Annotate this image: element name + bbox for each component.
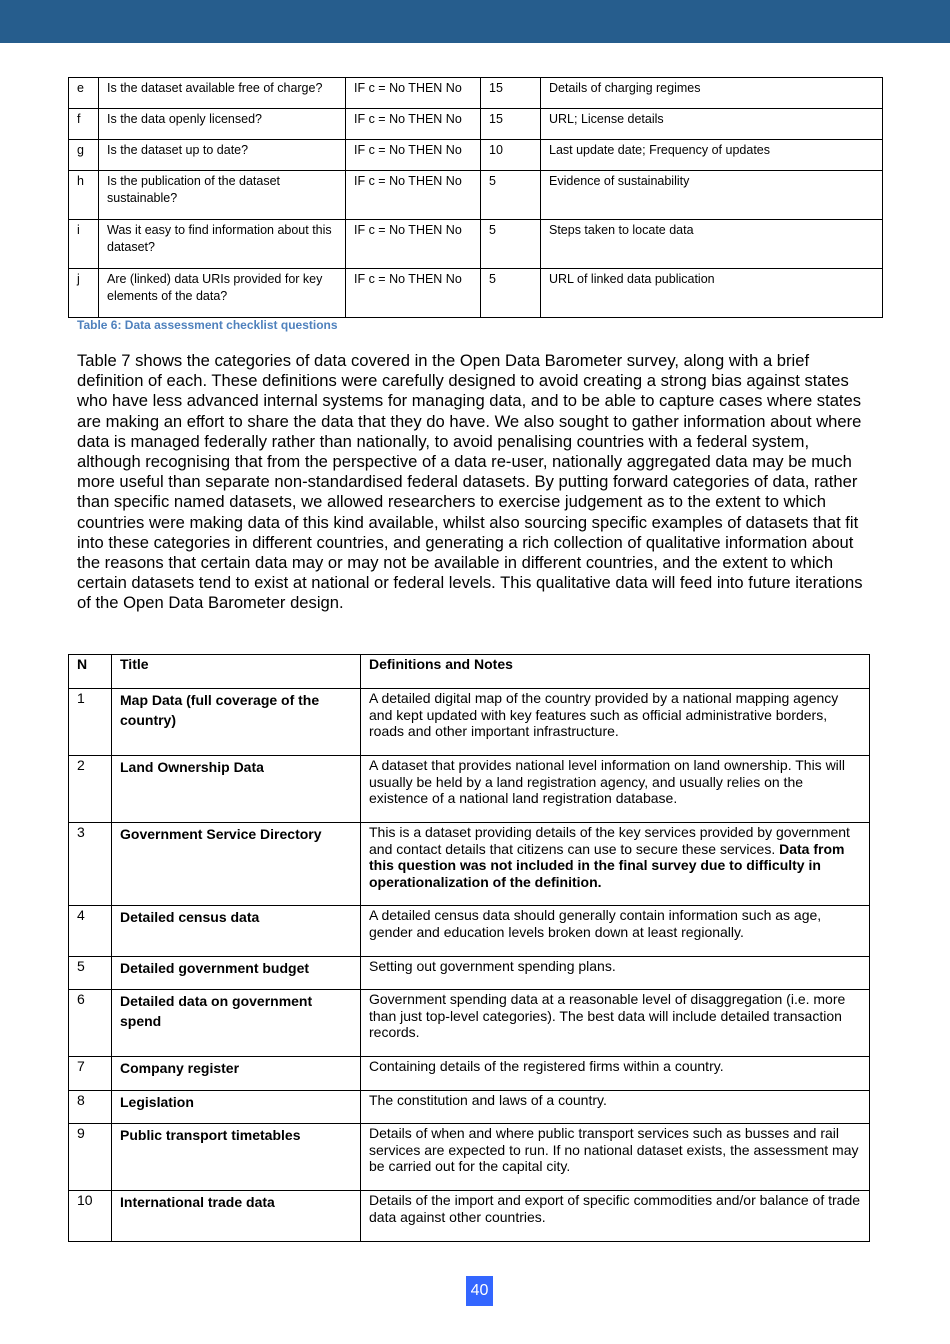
row-notes: URL; License details <box>541 109 883 140</box>
table-row <box>69 140 883 171</box>
table-row <box>69 78 883 109</box>
row-id: g <box>69 140 99 171</box>
definition-text: A dataset that provides national level information on land ownership. This will usually be held by a land registration agency, and usually relies on the existence of a national land registration database. <box>369 757 846 807</box>
checklist-table <box>68 77 883 318</box>
row-id: e <box>69 78 99 109</box>
row-definition <box>361 756 870 823</box>
row-number: 7 <box>69 1057 112 1091</box>
row-weight: 10 <box>481 140 541 171</box>
row-definition <box>361 1124 870 1191</box>
table-row <box>69 756 870 823</box>
row-rule: IF c = No THEN No <box>346 171 481 220</box>
row-rule: IF c = No THEN No <box>346 140 481 171</box>
table-row <box>69 1091 870 1124</box>
row-definition <box>361 1091 870 1124</box>
row-definition <box>361 689 870 756</box>
row-title: International trade data <box>112 1191 361 1242</box>
categories-table <box>68 654 870 1242</box>
definition-text: Containing details of the registered firms within a country. <box>369 1058 724 1074</box>
row-weight: 5 <box>481 269 541 318</box>
header-definition: Definitions and Notes <box>361 655 870 689</box>
row-title: Land Ownership Data <box>112 756 361 823</box>
row-id: i <box>69 220 99 269</box>
row-number: 8 <box>69 1091 112 1124</box>
row-id: j <box>69 269 99 318</box>
body-paragraph: Table 7 shows the categories of data covered in the Open Data Barometer survey, along with a brief definition of each. These definitions were carefully designed to avoid creating a strong bias against states who have less advanced internal systems for managing data, and to be able to capture cases where states are making an effort to share the data that they do have. We also sought to gather information about where data is managed federally rather than nationally, to avoid penalising countries with a federal system, although recognising that from the perspective of a data re-user, nationally aggregated data may be much more useful than separate non-standardised federal datasets. By putting forward categories of data, rather than specific named datasets, we allowed researchers to exercise judgement as to the extent to which countries were making data of this kind available, whilst also sourcing specific examples of datasets that fit into these categories in different countries, and generating a rich collection of qualitative information about the reasons that certain data may or may not be available in different countries, and the extent to which certain datasets tend to exist at national or federal levels. This qualitative data will feed into future iterations of the Open Data Barometer design. <box>77 351 863 613</box>
row-title: Public transport timetables <box>112 1124 361 1191</box>
definition-text: Details of when and where public transport services such as busses and rail services are expected to run. If no national dataset exists, the assessment may be carried out for the capital city. <box>369 1125 859 1175</box>
row-number: 6 <box>69 990 112 1057</box>
row-number: 2 <box>69 756 112 823</box>
header-bar <box>0 0 950 43</box>
row-number: 4 <box>69 906 112 957</box>
table-row <box>69 957 870 990</box>
row-rule: IF c = No THEN No <box>346 220 481 269</box>
row-rule: IF c = No THEN No <box>346 269 481 318</box>
row-question: Are (linked) data URIs provided for key elements of the data? <box>99 269 346 318</box>
row-definition <box>361 990 870 1057</box>
row-title: Detailed government budget <box>112 957 361 990</box>
table-row <box>69 906 870 957</box>
table-row <box>69 109 883 140</box>
table-row <box>69 1057 870 1091</box>
row-title: Government Service Directory <box>112 823 361 906</box>
table-row <box>69 269 883 318</box>
row-question: Is the data openly licensed? <box>99 109 346 140</box>
row-notes: Evidence of sustainability <box>541 171 883 220</box>
row-definition <box>361 823 870 906</box>
row-title: Legislation <box>112 1091 361 1124</box>
table-row <box>69 1124 870 1191</box>
row-definition <box>361 1057 870 1091</box>
table-row <box>69 823 870 906</box>
row-title: Map Data (full coverage of the country) <box>112 689 361 756</box>
row-number: 10 <box>69 1191 112 1242</box>
definition-text: A detailed digital map of the country provided by a national mapping agency and kept updated with key features such as official administrative borders, roads and other important infrastructure. <box>369 690 839 740</box>
row-question: Is the dataset available free of charge? <box>99 78 346 109</box>
row-definition <box>361 906 870 957</box>
definition-text: This is a dataset providing details of the key services provided by government and contact details that citizens can use to secure these services. <box>369 824 850 857</box>
row-definition <box>361 957 870 990</box>
table-row <box>69 990 870 1057</box>
definition-text: A detailed census data should generally contain information such as age, gender and education levels broken down at least regionally. <box>369 907 822 940</box>
row-notes: Details of charging regimes <box>541 78 883 109</box>
row-weight: 15 <box>481 78 541 109</box>
row-number: 1 <box>69 689 112 756</box>
row-id: f <box>69 109 99 140</box>
table-row <box>69 171 883 220</box>
table-header-row <box>69 655 870 689</box>
row-question: Was it easy to find information about this dataset? <box>99 220 346 269</box>
row-notes: Steps taken to locate data <box>541 220 883 269</box>
table-row <box>69 689 870 756</box>
row-title: Company register <box>112 1057 361 1091</box>
row-number: 3 <box>69 823 112 906</box>
definition-text: Details of the import and export of specific commodities and/or balance of trade data against other countries. <box>369 1192 861 1225</box>
row-notes: Last update date; Frequency of updates <box>541 140 883 171</box>
row-question: Is the publication of the dataset sustainable? <box>99 171 346 220</box>
row-definition <box>361 1191 870 1242</box>
row-id: h <box>69 171 99 220</box>
definition-text: Government spending data at a reasonable level of disaggregation (i.e. more than just top-level categories). The best data will include detailed transaction records. <box>369 991 846 1041</box>
row-title: Detailed census data <box>112 906 361 957</box>
definition-text: The constitution and laws of a country. <box>369 1092 607 1108</box>
header-n: N <box>69 655 112 689</box>
header-title: Title <box>112 655 361 689</box>
row-rule: IF c = No THEN No <box>346 78 481 109</box>
table-caption: Table 6: Data assessment checklist questions <box>77 318 338 332</box>
definition-bold-note: Data from this question was not included in the final survey due to difficulty in operationalization of the definition. <box>369 840 845 890</box>
row-weight: 5 <box>481 171 541 220</box>
row-notes: URL of linked data publication <box>541 269 883 318</box>
row-title: Detailed data on government spend <box>112 990 361 1057</box>
row-question: Is the dataset up to date? <box>99 140 346 171</box>
row-number: 5 <box>69 957 112 990</box>
page-number: 40 <box>466 1276 493 1306</box>
table-row <box>69 1191 870 1242</box>
definition-text: Setting out government spending plans. <box>369 958 616 974</box>
row-weight: 5 <box>481 220 541 269</box>
row-rule: IF c = No THEN No <box>346 109 481 140</box>
row-weight: 15 <box>481 109 541 140</box>
row-number: 9 <box>69 1124 112 1191</box>
table-row <box>69 220 883 269</box>
